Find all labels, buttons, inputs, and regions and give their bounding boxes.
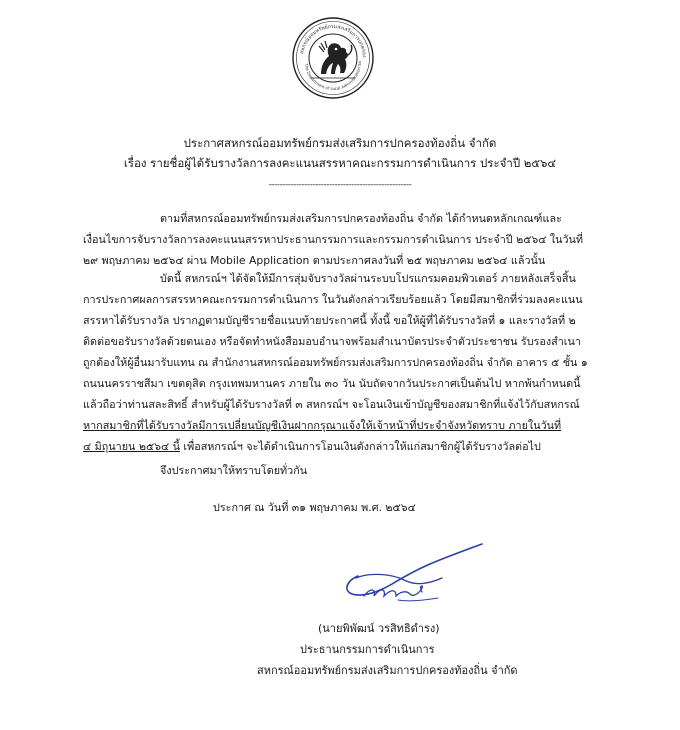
paragraph-2-line-7: แล้วถือว่าท่านสละสิทธิ์ สำหรับผู้ได้รับรางวัลที่ ๓ สหกรณ์ฯ จะโอนเงินเข้าบัญชีของสมาชิกที่แจ้งไว้กับสหกรณ์ — [83, 398, 580, 411]
announcement-date: ประกาศ ณ วันที่ ๓๑ พฤษภาคม พ.ศ. ๒๕๖๔ — [213, 501, 416, 514]
signer-position: ประธานกรรมการดำเนินการ — [300, 643, 435, 656]
seal-top-arc: สหกรณ์ออมทรัพย์กรมส่งเสริมการปกครอง — [299, 23, 368, 58]
signature-image — [330, 540, 490, 610]
paragraph-2-line-5: ถูกต้องให้ผู้อื่นมารับแทน ณ สำนักงานสหกรณ์ออมทรัพย์กรมส่งเสริมการปกครองท้องถิ่น จำกัด อาคาร ๕ ชั้น ๑ — [83, 356, 588, 369]
paragraph-2-line-9 — [83, 439, 541, 455]
paragraph-2-line-1: บัดนี้ สหกรณ์ฯ ได้จัดให้มีการสุ่มจับรางวัลผ่านระบบโปรแกรมคอมพิวเตอร์ ภายหลังเสร็จสิ้น — [160, 272, 576, 285]
paragraph-2-line-6: ถนนนครราชสีมา เขตดุสิต กรุงเทพมหานคร ภายใน ๓๐ วัน นับถัดจากวันประกาศเป็นต้นไป หากพ้นกำหนดนี้ — [83, 377, 581, 390]
cooperative-seal-logo — [291, 16, 375, 100]
paragraph-1-line-3: ๒๙ พฤษภาคม ๒๕๖๔ ผ่าน Mobile Application ตามประกาศลงวันที่ ๒๕ พฤษภาคม ๒๕๖๔ แล้วนั้น — [83, 254, 546, 267]
signer-organization: สหกรณ์ออมทรัพย์กรมส่งเสริมการปกครองท้องถิ่น จำกัด — [257, 664, 518, 677]
paragraph-2-line-3: สรรหาได้รับรางวัล ปรากฏตามบัญชีรายชื่อแนบท้ายประกาศนี้ ทั้งนี้ ขอให้ผู้ที่ได้รับรางวัลที่ ๑ และรางวัลที่ ๒ — [83, 314, 576, 327]
title-divider: ---------------------------------------------------- — [268, 180, 412, 190]
paragraph-1-line-2: เงื่อนไขการจับรางวัลการลงคะแนนสรรหาประธานกรรมการและกรรมการดำเนินการ ประจำปี ๒๕๖๔ ในวันที่ — [83, 233, 584, 246]
closing-statement: จึงประกาศมาให้ทราบโดยทั่วกัน — [160, 464, 308, 477]
signer-name: (นายพิพัฒน์ วรสิทธิดำรง) — [318, 622, 440, 635]
paragraph-2-line-4: ติดต่อขอรับรางวัลด้วยตนเอง หรือจัดทำหนังสือมอบอำนาจพร้อมสำเนาบัตรประจำตัวประชาชน รับรองสำเนา — [83, 335, 581, 348]
paragraph-2-line-9-rest: เพื่อสหกรณ์ฯ จะได้ดำเนินการโอนเงินดังกล่าวให้แก่สมาชิกผู้ได้รับรางวัลต่อไป — [179, 440, 541, 453]
paragraph-2-line-2: การประกาศผลการสรรหาคณะกรรมการดำเนินการ ในวันดังกล่าวเรียบร้อยแล้ว โดยมีสมาชิกที่ร่วมลงคะแนน — [83, 293, 583, 306]
seal-guardian-icon — [319, 41, 352, 74]
deadline-date-underlined: ๔ มิถุนายน ๒๕๖๔ นี้ — [83, 440, 180, 453]
paragraph-2-line-8-underlined: หากสมาชิกที่ได้รับรางวัลมีการเปลี่ยนบัญชีเงินฝากกรุณาแจ้งให้เจ้าหน้าที่ประจำจังหวัดทราบ ภายในวันที่ — [83, 419, 562, 432]
announcement-title: ประกาศสหกรณ์ออมทรัพย์กรมส่งเสริมการปกครองท้องถิ่น จำกัด — [183, 136, 497, 150]
paragraph-1-line-1: ตามที่สหกรณ์ออมทรัพย์กรมส่งเสริมการปกครองท้องถิ่น จำกัด ได้กำหนดหลักเกณฑ์และ — [160, 212, 562, 225]
announcement-subject: เรื่อง รายชื่อผู้ได้รับรางวัลการลงคะแนนสรรหาคณะกรรมการดำเนินการ ประจำปี ๒๕๖๔ — [123, 156, 557, 170]
seal-bottom-arc: The Department of Local Administration Sa — [304, 61, 363, 92]
